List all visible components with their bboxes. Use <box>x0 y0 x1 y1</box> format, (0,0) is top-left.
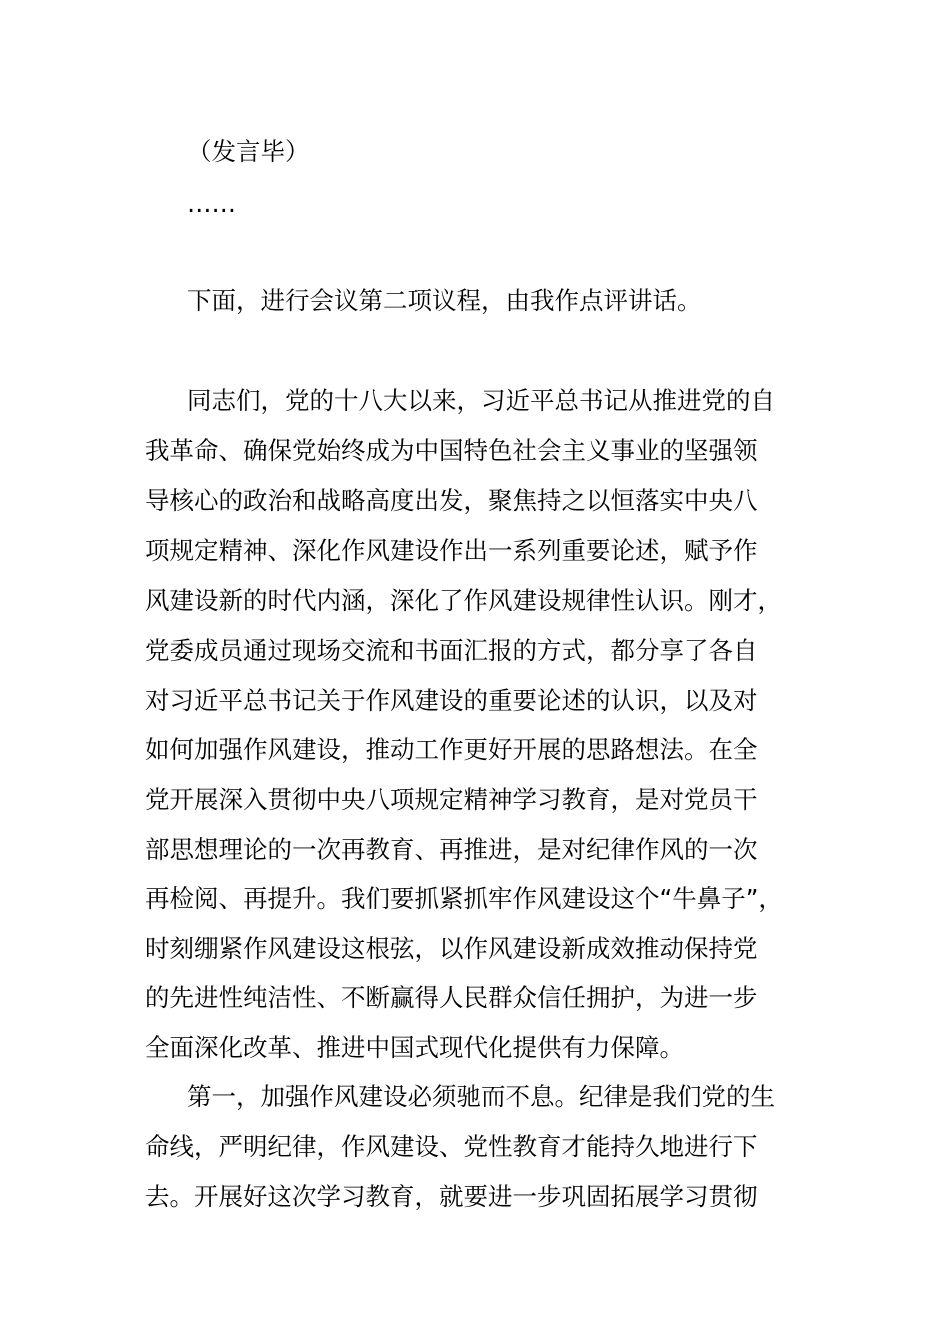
paragraph-line: 对习近平总书记关于作风建设的重要论述的认识，以及对 <box>145 686 758 715</box>
paragraph-line: 党开展深入贯彻中央八项规定精神学习教育，是对党员干 <box>145 785 758 814</box>
ellipsis: …… <box>187 189 236 218</box>
paragraph-line: 第一，加强作风建设必须驰而不息。纪律是我们党的生 <box>187 1082 775 1111</box>
paragraph-line: 全面深化改革、推进中国式现代化提供有力保障。 <box>145 1033 684 1062</box>
paragraph-line: 如何加强作风建设，推动工作更好开展的思路想法。在全 <box>145 735 758 764</box>
agenda-intro: 下面，进行会议第二项议程，由我作点评讲话。 <box>187 286 702 315</box>
paragraph-line: 时刻绷紧作风建设这根弦，以作风建设新成效推动保持党 <box>145 934 758 963</box>
paragraph-line: 党委成员通过现场交流和书面汇报的方式，都分享了各自 <box>145 636 758 665</box>
paragraph-line: 导核心的政治和战略高度出发，聚焦持之以恒落实中央八 <box>145 486 758 515</box>
paragraph-line: 项规定精神、深化作风建设作出一系列重要论述，赋予作 <box>145 536 758 565</box>
paragraph-line: 同志们，党的十八大以来，习近平总书记从推进党的自 <box>187 386 775 415</box>
paragraph-line: 风建设新的时代内涵，深化了作风建设规律性认识。刚才， <box>145 586 782 615</box>
paragraph-line: 再检阅、再提升。我们要抓紧抓牢作风建设这个“牛鼻子”， <box>145 884 783 913</box>
paragraph-line: 去。开展好这次学习教育，就要进一步巩固拓展学习贯彻 <box>145 1182 758 1211</box>
paragraph-line: 命线，严明纪律，作风建设、党性教育才能持久地进行下 <box>145 1132 758 1161</box>
paragraph-line: 部思想理论的一次再教育、再推进，是对纪律作风的一次 <box>145 835 758 864</box>
paragraph-line: 我革命、确保党始终成为中国特色社会主义事业的坚强领 <box>145 436 758 465</box>
paragraph-line: 的先进性纯洁性、不断赢得人民群众信任拥护，为进一步 <box>145 983 758 1012</box>
closing-note: （发言毕） <box>187 137 310 166</box>
